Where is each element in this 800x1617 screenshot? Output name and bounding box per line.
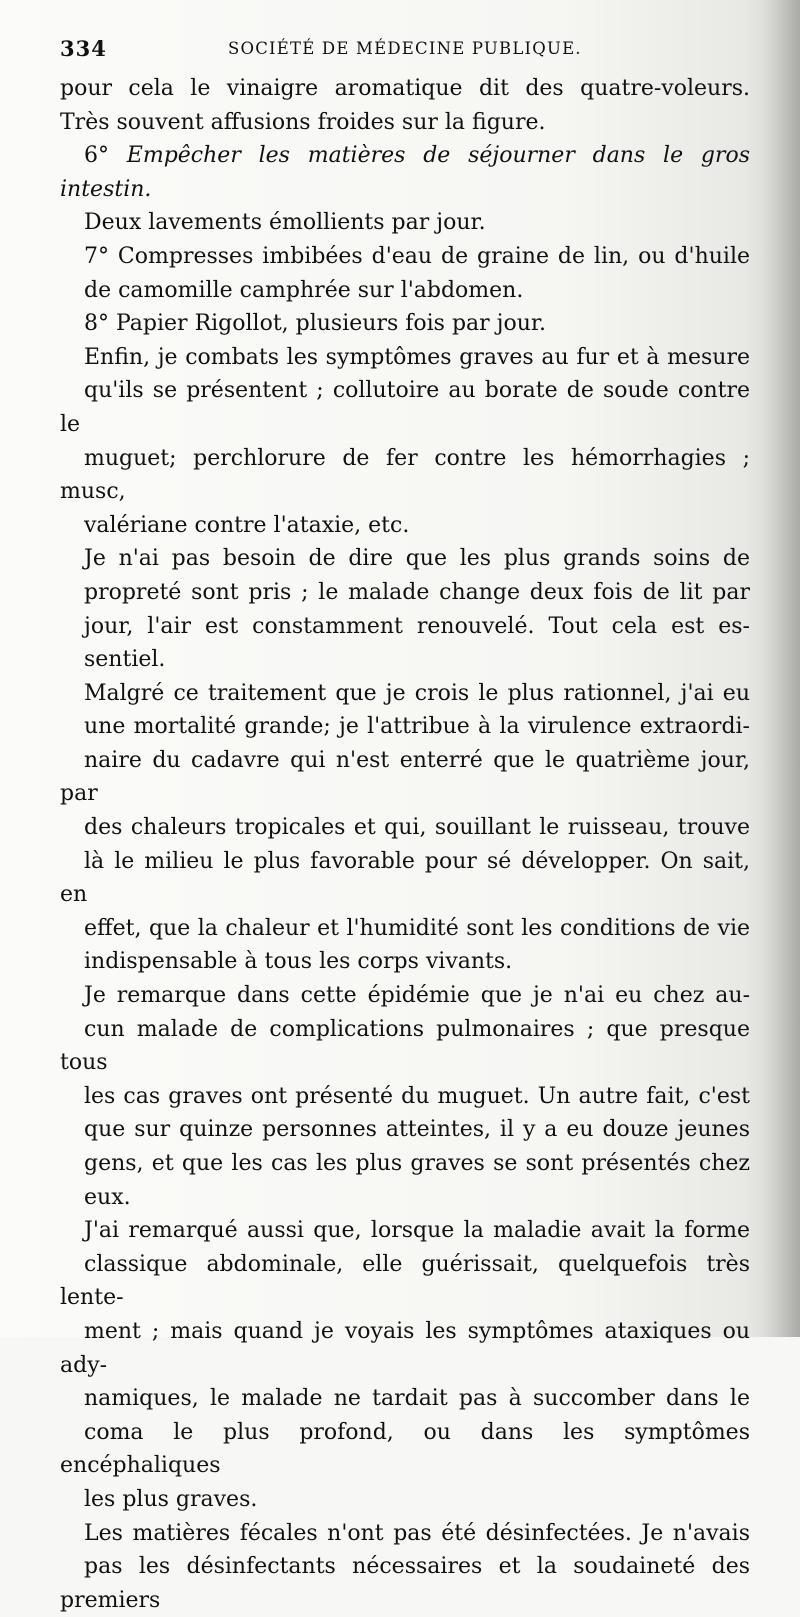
paragraph (60, 1214, 750, 1516)
text-line: qu'ils se présentent ; collutoire au borate de soude contre le (60, 378, 750, 437)
page-header (60, 36, 750, 66)
italic-heading: Empêcher les matières de séjourner dans le gros intestin. (60, 143, 751, 202)
text-line: pas les désinfectants nécessaires et la soudaineté des premiers (60, 1554, 750, 1613)
running-head: SOCIÉTÉ DE MÉDECINE PUBLIQUE. (228, 39, 582, 58)
paragraph (60, 979, 750, 1214)
text-line: ment ; mais quand je voyais les symptômes ataxiques ou ady- (60, 1318, 750, 1378)
text-line: effet, que la chaleur et l'humidité sont les conditions de vie (84, 915, 750, 941)
text-line: 8° Papier Rigollot, plusieurs fois par jour. (84, 311, 546, 337)
text-line: jour, l'air est constamment renouvelé. Tout cela est es- (84, 613, 750, 639)
text-line: gens, et que les cas les plus graves se sont présentés chez (84, 1151, 750, 1176)
text-line: Deux lavements émollients par jour. (84, 210, 486, 236)
text-line: que sur quinze personnes atteintes, il y a eu douze jeunes (84, 1117, 750, 1143)
text-line: namiques, le malade ne tardait pas à succomber dans le (84, 1386, 750, 1412)
paragraph (60, 677, 750, 979)
text-line: coma le plus profond, ou dans les symptômes encéphaliques (60, 1419, 750, 1479)
text-line: cun malade de complications pulmonaires ; que presque tous (60, 1016, 750, 1076)
text-line: les cas graves ont présenté du muguet. Un autre fait, c'est (84, 1083, 750, 1109)
text-line: de camomille camphrée sur l'abdomen. (84, 277, 524, 303)
text-line: muguet; perchlorure de fer contre les hémorrhagies ; musc, (60, 445, 750, 505)
text-line: J'ai remarqué aussi que, lorsque la maladie avait la forme (84, 1218, 750, 1244)
text-line: valériane contre l'ataxie, etc. (84, 512, 410, 538)
text-line: Très souvent affusions froides sur la figure. (60, 109, 546, 135)
paragraph (60, 341, 750, 543)
text-line: eux. (84, 1184, 131, 1210)
text-line: 7° Compresses imbibées d'eau de graine de lin, ou d'huile (84, 243, 750, 269)
text-line: Enfin, je combats les symptômes graves au fur et à mesure (84, 344, 750, 370)
page-number: 334 (60, 36, 107, 61)
paragraph (60, 542, 750, 676)
text-line: Malgré ce traitement que je crois le plus rationnel, j'ai eu (84, 680, 750, 706)
text-line: sentiel. (84, 647, 166, 673)
text-line: indispensable à tous les corps vivants. (84, 949, 513, 975)
paragraph (60, 72, 750, 139)
text-line: les plus graves. (84, 1486, 258, 1512)
text-line: des chaleurs tropicales et qui, souillant le ruisseau, trouve (84, 815, 750, 841)
text-line: pour cela le vinaigre aromatique dit des quatre-voleurs. (60, 76, 750, 101)
paragraph (60, 139, 750, 240)
text-line-italic: 6° Empêcher les matières de séjourner dans le gros intestin. (60, 143, 751, 202)
body-text (60, 72, 750, 1617)
text-line: une mortalité grande; je l'attribue à la virulence extraordi- (84, 714, 750, 740)
text-line: classique abdominale, elle guérissait, quelquefois très lente- (60, 1251, 750, 1311)
text-line: Je remarque dans cette épidémie que je n'ai eu chez au- (84, 983, 750, 1009)
text-line: Je n'ai pas besoin de dire que les plus grands soins de (84, 546, 750, 572)
paragraph (60, 1517, 750, 1617)
page-edge-shadow (762, 0, 800, 1337)
text-line: Les matières fécales n'ont pas été désinfectées. Je n'avais (84, 1520, 750, 1546)
text-line: propreté sont pris ; le malade change deux fois de lit par (84, 579, 750, 605)
text-line: là le milieu le plus favorable pour sé développer. On sait, en (60, 848, 750, 908)
paragraph (60, 307, 750, 341)
text-line: naire du cadavre qui n'est enterré que le quatrième jour, par (60, 747, 750, 807)
paragraph (60, 240, 750, 307)
